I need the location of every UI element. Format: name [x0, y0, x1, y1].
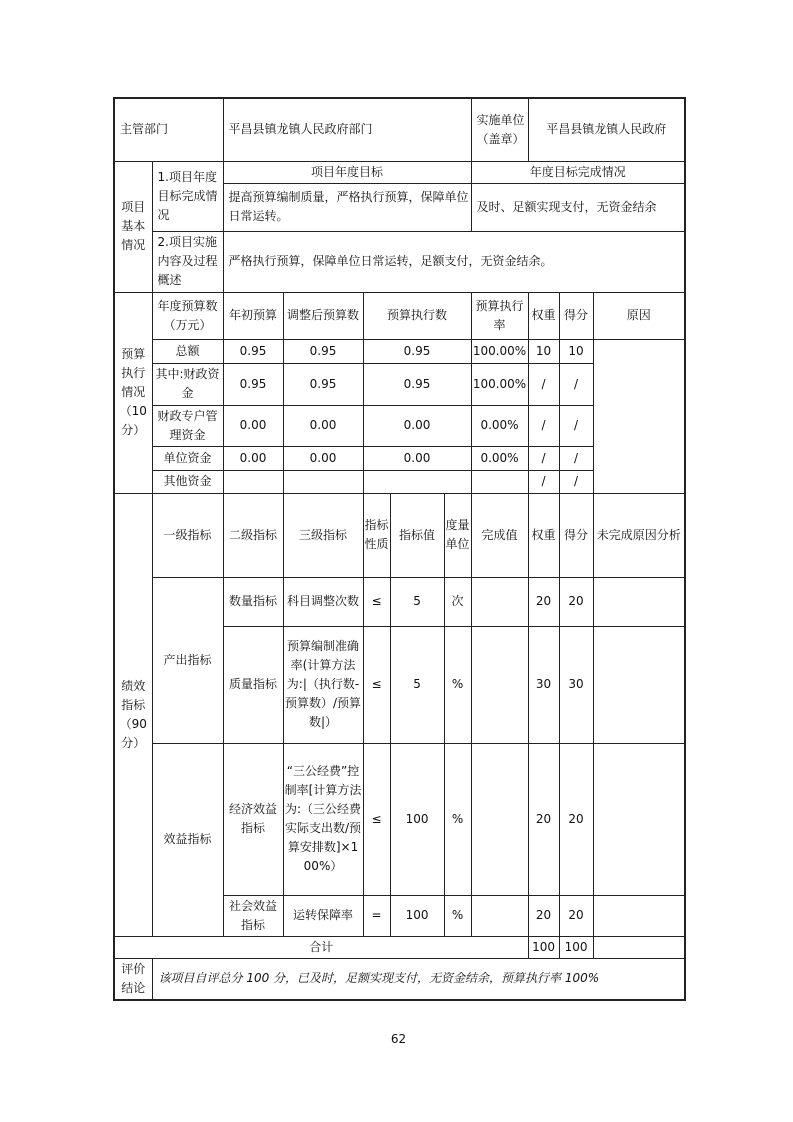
perf-level3: 预算编制准确率(计算方法为:|（执行数-预算数）/预算数|）	[283, 626, 363, 743]
budget-row-name: 其他资金	[152, 470, 223, 493]
budget-header-row	[114, 292, 685, 339]
total-weight: 100	[528, 936, 559, 958]
budget-executed	[363, 470, 471, 493]
budget-header: 年初预算	[223, 292, 283, 339]
perf-level2: 质量指标	[223, 626, 283, 743]
perf-nature: =	[363, 895, 390, 936]
perf-row	[114, 577, 685, 626]
perf-header: 权重	[528, 493, 559, 577]
perf-unit: %	[444, 895, 471, 936]
budget-header: 年度预算数（万元）	[152, 292, 223, 339]
unit-label: 实施单位（盖章）	[471, 98, 528, 161]
page-content	[113, 97, 684, 1047]
goal-header: 项目年度目标	[223, 161, 471, 183]
budget-row	[114, 339, 685, 363]
budget-weight: /	[528, 405, 559, 446]
perf-header: 未完成原因分析	[593, 493, 685, 577]
budget-executed: 0.95	[363, 339, 471, 363]
perf-level2: 数量指标	[223, 577, 283, 626]
page-number: 62	[390, 1031, 407, 1046]
perf-level1: 产出指标	[152, 577, 223, 743]
budget-weight: /	[528, 470, 559, 493]
perf-level2: 社会效益指标	[223, 895, 283, 936]
perf-header: 完成值	[471, 493, 528, 577]
budget-row-name: 其中:财政资金	[152, 363, 223, 405]
conclusion-text: 该项目自评总分 100 分，已及时，足额实现支付，无资金结余，预算执行率 100%	[152, 958, 685, 1000]
performance-header-row	[114, 493, 685, 577]
done-header: 年度目标完成情况	[471, 161, 685, 183]
perf-nature: ≤	[363, 743, 390, 895]
budget-header: 得分	[559, 292, 593, 339]
item2-label: 2.项目实施内容及过程概述	[152, 231, 223, 292]
budget-weight: 10	[528, 339, 559, 363]
perf-header: 指标性质	[363, 493, 390, 577]
perf-score: 20	[559, 743, 593, 895]
perf-level3: 科目调整次数	[283, 577, 363, 626]
perf-header: 一级指标	[152, 493, 223, 577]
perf-level3: “三公经费”控制率[计算方法为:（三公经费实际支出数/预算安排数]×100%）	[283, 743, 363, 895]
perf-value: 5	[390, 577, 444, 626]
budget-header: 预算执行数	[363, 292, 471, 339]
perf-header: 三级指标	[283, 493, 363, 577]
budget-row-name: 财政专户管理资金	[152, 405, 223, 446]
budget-rate: 100.00%	[471, 339, 528, 363]
done-text: 及时、足额实现支付，无资金结余	[471, 183, 685, 231]
perf-weight: 20	[528, 743, 559, 895]
budget-executed: 0.00	[363, 405, 471, 446]
perf-value: 100	[390, 743, 444, 895]
perf-done	[471, 743, 528, 895]
goal-text: 提高预算编制质量，严格执行预算，保障单位日常运转。	[223, 183, 471, 231]
budget-reason	[593, 339, 685, 493]
budget-rate: 100.00%	[471, 363, 528, 405]
basic-section-label: 项目基本情况	[114, 161, 152, 292]
perf-level3: 运转保障率	[283, 895, 363, 936]
header-row	[114, 98, 685, 161]
budget-executed: 0.95	[363, 363, 471, 405]
perf-unit: 次	[444, 577, 471, 626]
total-row	[114, 936, 685, 958]
perf-reason	[593, 577, 685, 626]
performance-section-label: 绩效指标（90分）	[114, 493, 152, 936]
budget-score: /	[559, 470, 593, 493]
perf-reason	[593, 895, 685, 936]
budget-score: /	[559, 405, 593, 446]
perf-weight: 20	[528, 577, 559, 626]
budget-initial: 0.00	[223, 405, 283, 446]
budget-header: 原因	[593, 292, 685, 339]
budget-adjusted	[283, 470, 363, 493]
conclusion-row	[114, 958, 685, 1000]
budget-row-name: 总额	[152, 339, 223, 363]
budget-section-label: 预算执行情况（10分）	[114, 292, 152, 493]
budget-header: 预算执行率	[471, 292, 528, 339]
budget-weight: /	[528, 446, 559, 470]
budget-executed: 0.00	[363, 446, 471, 470]
total-label: 合计	[114, 936, 528, 958]
perf-value: 100	[390, 895, 444, 936]
budget-score: /	[559, 446, 593, 470]
budget-adjusted: 0.00	[283, 405, 363, 446]
budget-initial: 0.00	[223, 446, 283, 470]
perf-value: 5	[390, 626, 444, 743]
budget-initial: 0.95	[223, 339, 283, 363]
perf-level2: 经济效益指标	[223, 743, 283, 895]
budget-initial: 0.95	[223, 363, 283, 405]
perf-unit: %	[444, 743, 471, 895]
budget-initial	[223, 470, 283, 493]
budget-header: 权重	[528, 292, 559, 339]
budget-header: 调整后预算数	[283, 292, 363, 339]
perf-row	[114, 743, 685, 895]
budget-adjusted: 0.95	[283, 339, 363, 363]
budget-adjusted: 0.95	[283, 363, 363, 405]
dept-value: 平昌县镇龙镇人民政府部门	[223, 98, 471, 161]
perf-header: 指标值	[390, 493, 444, 577]
budget-rate: 0.00%	[471, 405, 528, 446]
perf-score: 20	[559, 895, 593, 936]
item1-label: 1.项目年度目标完成情况	[152, 161, 223, 231]
budget-weight: /	[528, 363, 559, 405]
unit-value: 平昌县镇龙镇人民政府	[528, 98, 685, 161]
perf-reason	[593, 743, 685, 895]
item2-text: 严格执行预算，保障单位日常运转，足额支付，无资金结余。	[223, 231, 685, 292]
total-reason	[593, 936, 685, 958]
perf-done	[471, 577, 528, 626]
perf-score: 30	[559, 626, 593, 743]
budget-score: 10	[559, 339, 593, 363]
perf-done	[471, 626, 528, 743]
budget-adjusted: 0.00	[283, 446, 363, 470]
perf-done	[471, 895, 528, 936]
perf-header: 得分	[559, 493, 593, 577]
conclusion-label: 评价结论	[114, 958, 152, 1000]
budget-row-name: 单位资金	[152, 446, 223, 470]
perf-unit: %	[444, 626, 471, 743]
perf-weight: 30	[528, 626, 559, 743]
dept-label: 主管部门	[114, 98, 223, 161]
perf-header: 度量单位	[444, 493, 471, 577]
perf-score: 20	[559, 577, 593, 626]
budget-score: /	[559, 363, 593, 405]
perf-reason	[593, 626, 685, 743]
perf-nature: ≤	[363, 577, 390, 626]
perf-level1: 效益指标	[152, 743, 223, 936]
perf-header: 二级指标	[223, 493, 283, 577]
performance-evaluation-table	[113, 97, 686, 1001]
perf-weight: 20	[528, 895, 559, 936]
budget-rate: 0.00%	[471, 446, 528, 470]
perf-nature: ≤	[363, 626, 390, 743]
total-score: 100	[559, 936, 593, 958]
budget-rate	[471, 470, 528, 493]
